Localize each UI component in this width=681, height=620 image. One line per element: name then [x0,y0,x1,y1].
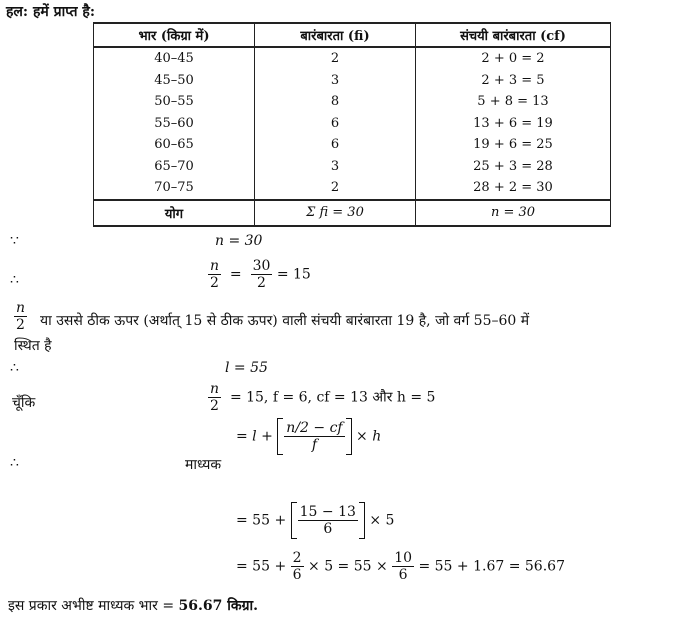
cell-class: 45–50 [94,70,255,92]
equation-result: = 15 [276,266,311,283]
step-2-bracket [291,502,365,539]
frequency-table [93,22,611,227]
therefore-symbol: ∴ [10,360,19,376]
fraction-numerator: n/2 − cf [286,420,343,436]
fraction-numerator: 30 [252,258,271,274]
fraction-numerator: n [16,300,26,316]
conclusion [8,596,258,615]
because-symbol: ∵ [10,233,19,249]
step-3-prefix: = 55 + [236,558,287,575]
half-n-equation: $\frac{n}{2}$ = $\frac{30}{2}$ = 15 [210,258,311,292]
cell-frequency: 6 [255,113,416,135]
table-row [94,134,611,156]
cell-class: 70–75 [94,177,255,200]
total-label: योग [94,200,255,226]
cell-cf: 2 + 0 = 2 [416,47,611,70]
fraction-denominator: 6 [323,521,333,538]
fraction-denominator: 6 [292,567,302,584]
cell-class: 50–55 [94,91,255,113]
table-row [94,70,611,92]
cell-class: 65–70 [94,156,255,178]
fraction-denominator: 2 [257,275,266,292]
fraction-denominator: 2 [16,317,25,334]
n-over-2-fraction [208,381,221,414]
two-sixths-fraction [291,550,304,583]
paragraph-line-2: स्थित है [14,338,52,354]
cell-cf: 28 + 2 = 30 [416,177,611,200]
header-weight: भार (किग्रा में) [94,23,255,47]
table-header-row [94,23,611,47]
cell-class: 40–45 [94,47,255,70]
step-3 [236,550,565,583]
fraction-numerator: 2 [292,550,302,566]
formula-l-term: = l + [236,428,273,445]
cell-frequency: 3 [255,70,416,92]
fraction-numerator: n [210,258,220,274]
n-over-2-fraction [14,300,27,333]
formula-bracket [277,418,351,455]
step-2-tail: × 5 [369,512,395,529]
n-equation: n = 30 [215,233,263,249]
n-over-2-fraction [208,258,221,291]
table-total-row [94,200,611,226]
paragraph-fraction [14,300,27,333]
fraction-numerator: 10 [394,550,413,566]
step-3-middle: × 5 = 55 × [308,558,388,575]
given-values [208,381,435,414]
median-formula [236,418,381,455]
header-frequency: बारंबारता (fi) [255,23,416,47]
table-row [94,156,611,178]
cell-frequency: 8 [255,91,416,113]
cell-class: 55–60 [94,113,255,135]
since-label: चूँकि [12,395,36,411]
cell-cf: 2 + 3 = 5 [416,70,611,92]
table-row [94,91,611,113]
cell-frequency: 6 [255,134,416,156]
fraction-denominator: 2 [210,275,219,292]
conclusion-text: इस प्रकार अभीष्ट माध्यक भार = [8,598,175,614]
table-row [94,47,611,70]
cell-cf: 5 + 8 = 13 [416,91,611,113]
conclusion-value: 56.67 किग्रा. [178,598,259,614]
fraction-numerator: 15 − 13 [299,504,356,520]
fraction-denominator: 6 [398,567,408,584]
given-values-text: = 15, f = 6, cf = 13 और h = 5 [229,389,436,406]
total-cf: n = 30 [416,200,611,226]
cell-class: 60–65 [94,134,255,156]
solution-intro: हल: हमें प्राप्त है: [6,4,96,20]
paragraph-line-1: या उससे ठीक ऊपर (अर्थात् 15 से ठीक ऊपर) वाली संचयी बारंबारता 19 है, जो वर्ग 55–60 में [40,313,530,329]
formula-tail: × h [356,428,382,445]
therefore-symbol: ∴ [10,455,19,471]
ten-sixths-fraction [392,550,414,583]
cell-cf: 19 + 6 = 25 [416,134,611,156]
fraction-denominator: f [311,437,318,454]
step-3-tail: = 55 + 1.67 = 56.67 [418,558,565,575]
total-frequency: Σ fi = 30 [255,200,416,226]
l-equation: l = 55 [225,360,268,376]
step-2-prefix: = 55 + [236,512,287,529]
table-row [94,177,611,200]
header-cumulative-frequency: संचयी बारंबारता (cf) [416,23,611,47]
cell-cf: 13 + 6 = 19 [416,113,611,135]
formula-fraction [284,420,344,453]
table-row [94,113,611,135]
median-label: माध्यक [185,457,222,473]
step-2 [236,502,394,539]
cell-cf: 25 + 3 = 28 [416,156,611,178]
thirty-over-2-fraction [251,258,273,291]
cell-frequency: 2 [255,47,416,70]
therefore-symbol: ∴ [10,272,19,288]
fraction-denominator: 2 [210,398,219,415]
step-2-fraction [298,504,358,537]
fraction-numerator: n [210,381,220,397]
cell-frequency: 2 [255,177,416,200]
cell-frequency: 3 [255,156,416,178]
